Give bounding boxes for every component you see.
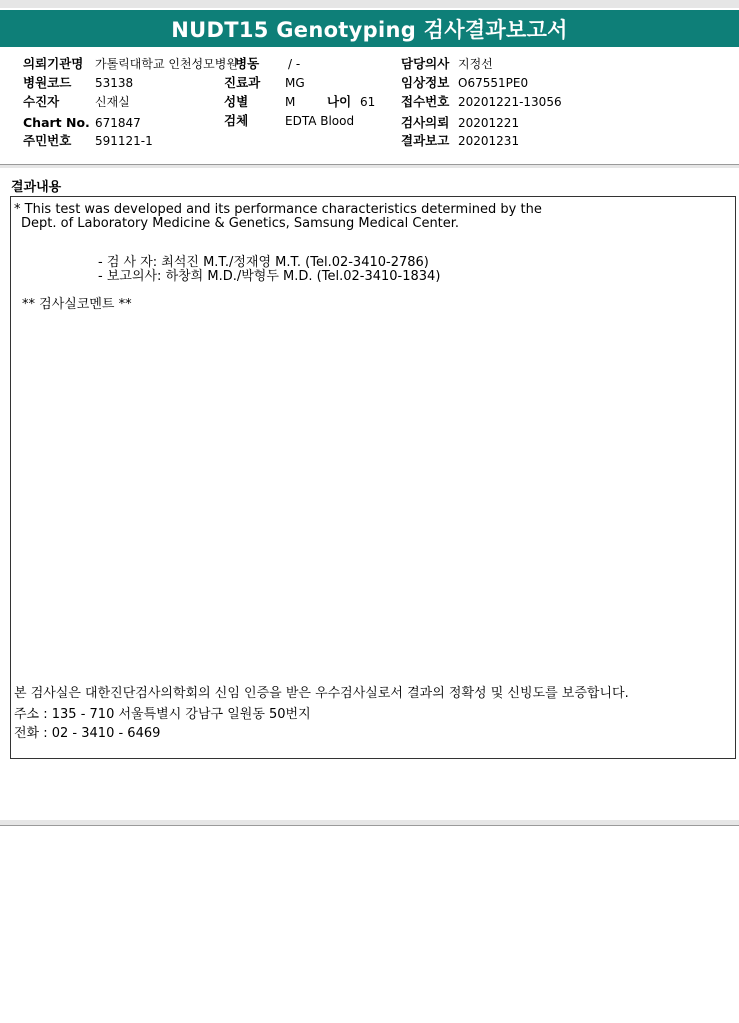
chart-no-label: Chart No. xyxy=(23,115,90,130)
clinical-info-label: 임상정보 xyxy=(401,75,450,90)
resident-no-value: 591121-1 xyxy=(95,134,153,148)
chart-no-value: 671847 xyxy=(95,116,141,130)
phone-text: 전화 : 02 - 3410 - 6469 xyxy=(14,726,161,741)
ward-label: 병동 xyxy=(235,56,260,71)
patient-label: 수진자 xyxy=(23,94,60,109)
result-note-line1: * This test was developed and its performance characteristics determined by the xyxy=(14,202,542,217)
lab-comment-header: ** 검사실코멘트 ** xyxy=(22,297,132,312)
ward-value: / - xyxy=(288,57,301,71)
specimen-label: 검체 xyxy=(224,113,249,128)
reporter-line: - 보고의사: 하창희 M.D./박형두 M.D. (Tel.02-3410-1834) xyxy=(98,269,441,284)
report-date-label: 결과보고 xyxy=(401,133,450,148)
institution-value: 가톨릭대학교 인천성모병원 xyxy=(95,57,238,71)
address-text: 주소 : 135 - 710 서울특별시 강남구 일원동 50번지 xyxy=(14,707,311,722)
department-value: MG xyxy=(285,76,305,90)
department-label: 진료과 xyxy=(224,75,261,90)
request-date-label: 검사의뢰 xyxy=(401,115,450,130)
sex-value: M xyxy=(285,95,296,109)
tester-line: - 검 사 자: 최석진 M.T./정재영 M.T. (Tel.02-3410-2786) xyxy=(98,255,429,270)
resident-no-label: 주민번호 xyxy=(23,133,72,148)
result-note-line2: Dept. of Laboratory Medicine & Genetics, Samsung Medical Center. xyxy=(21,216,460,231)
doctor-label: 담당의사 xyxy=(401,56,450,71)
age-value: 61 xyxy=(360,95,376,109)
request-date-value: 20201221 xyxy=(458,116,520,130)
specimen-value: EDTA Blood xyxy=(285,114,355,128)
top-border xyxy=(0,0,739,8)
header-divider-shade xyxy=(0,165,739,168)
report-title: NUDT15 Genotyping 검사결과보고서 xyxy=(0,10,739,47)
sex-label: 성별 xyxy=(224,94,249,109)
age-label: 나이 xyxy=(327,94,352,109)
hospital-code-value: 53138 xyxy=(95,76,134,90)
receipt-no-label: 접수번호 xyxy=(401,94,450,109)
result-section-title: 결과내용 xyxy=(11,180,62,195)
receipt-no-value: 20201221-13056 xyxy=(458,95,562,109)
clinical-info-value: O67551PE0 xyxy=(458,76,529,90)
report-date-value: 20201231 xyxy=(458,134,520,148)
bottom-divider xyxy=(0,825,739,826)
result-box xyxy=(10,196,736,759)
certification-text: 본 검사실은 대한진단검사의학회의 신임 인증을 받은 우수검사실로서 결과의 정확성 및 신빙도를 보증합니다. xyxy=(14,686,629,701)
hospital-code-label: 병원코드 xyxy=(23,75,72,90)
patient-value: 신재실 xyxy=(95,95,130,109)
institution-label: 의뢰기관명 xyxy=(23,56,84,71)
doctor-value: 지정선 xyxy=(458,57,493,71)
